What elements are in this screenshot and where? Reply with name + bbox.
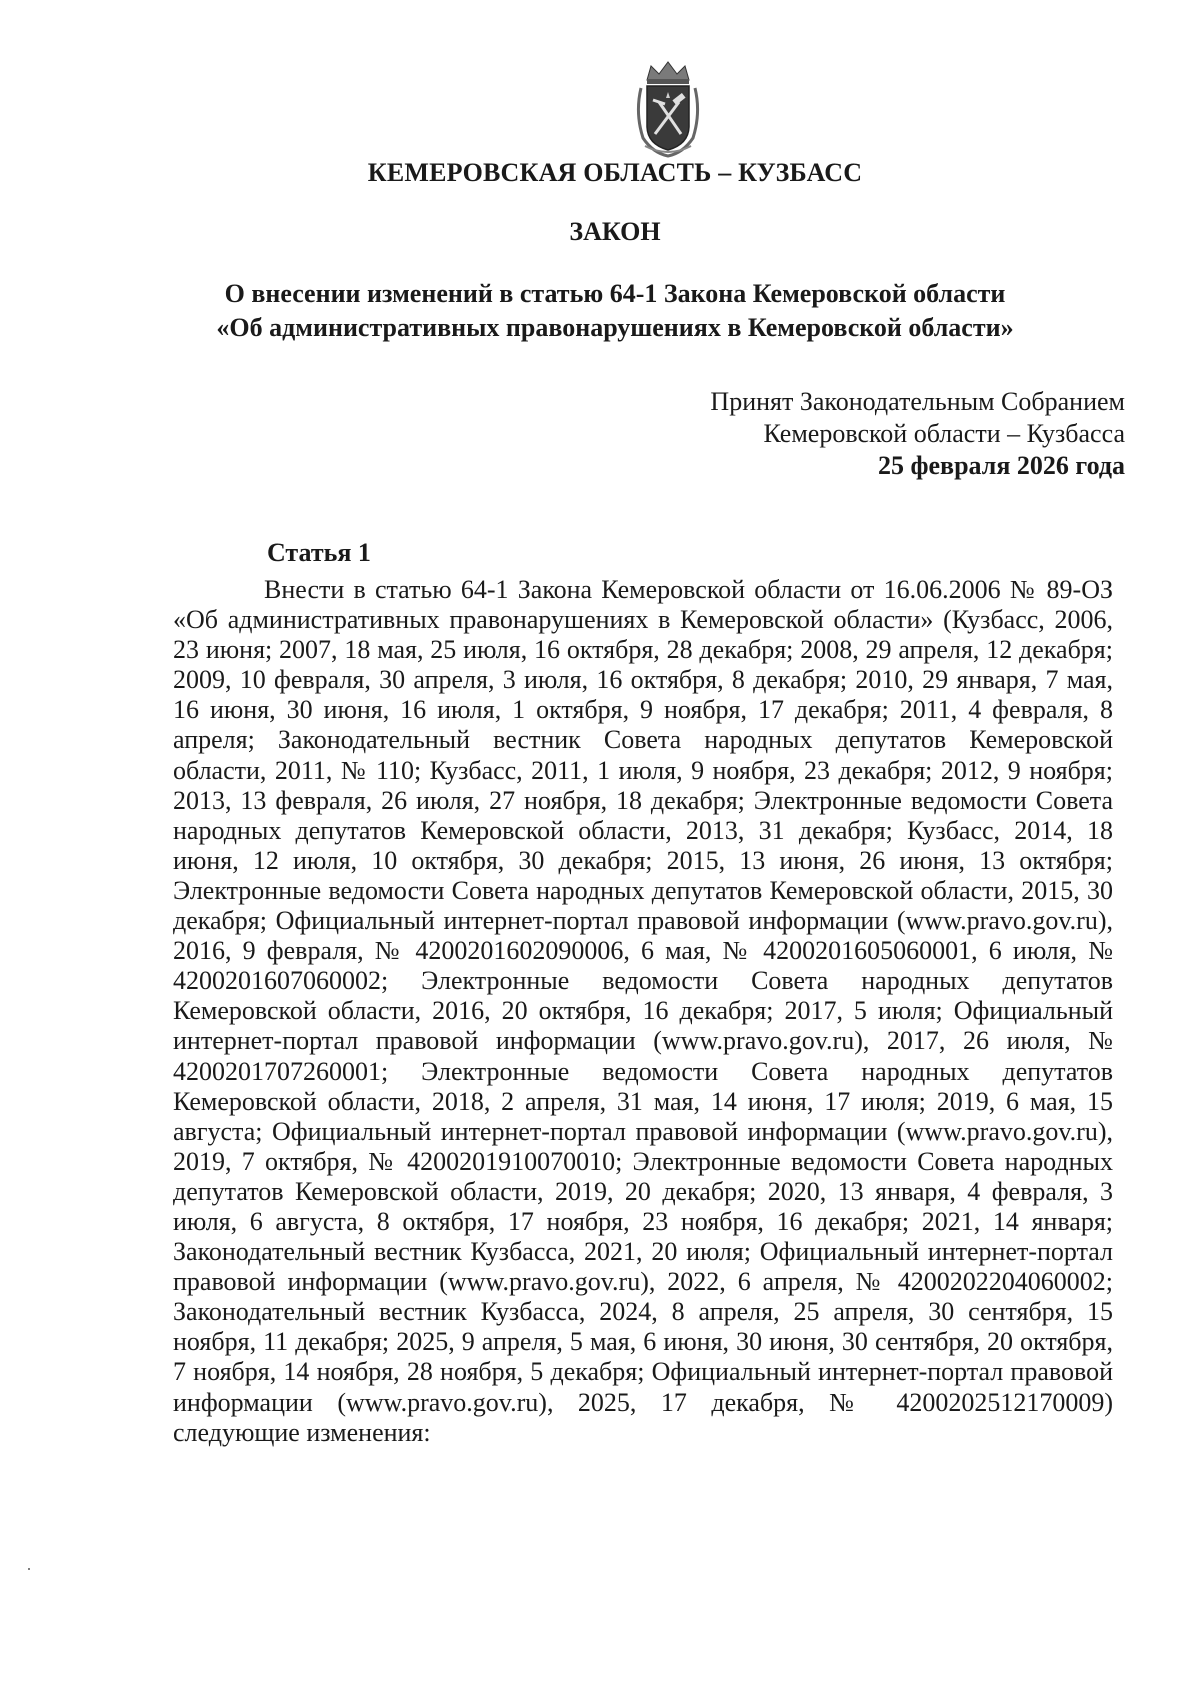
document-type: ЗАКОН [569, 217, 661, 246]
adoption-line-1: Принят Законодательным Собранием [710, 387, 1125, 416]
document-title-line-1: О внесении изменений в статью 64-1 Закона Кемеровской области [224, 279, 1006, 308]
article-heading: Статья 1 [267, 538, 371, 567]
adoption-block [710, 386, 1125, 482]
coat-of-arms-icon [633, 58, 703, 158]
region-name: КЕМЕРОВСКАЯ ОБЛАСТЬ – КУЗБАСС [367, 158, 863, 187]
article-body: Внести в статью 64-1 Закона Кемеровской области от 16.06.2006 № 89-ОЗ «Об административных правонарушениях в Кемеровской области» (Кузбасс, 2006, 23 июня; 2007, 18 мая, 25 июля, 16 октября, 28 декабря; 2008, 29 апреля, 12 декабря; 2009, 10 февраля, 30 апреля, 3 июля, 16 октября, 8 декабря; 2010, 29 января, 7 мая, 16 июня, 30 июня, 16 июля, 1 октября, 9 ноября, 17 декабря; 2011, 4 февраля, 8 апреля; Законодательный вестник Совета народных депутатов Кемеровской области, 2011, № 110; Кузбасс, 2011, 1 июля, 9 ноября, 23 декабря; 2012, 9 ноября; 2013, 13 февраля, 26 июля, 27 ноября, 18 декабря; Электронные ведомости Совета народных депутатов Кемеровской области, 2013, 31 декабря; Кузбасс, 2014, 18 июня, 12 июля, 10 октября, 30 декабря; 2015, 13 июня, 26 июня, 13 октября; Электронные ведомости Совета народных депутатов Кемеровской области, 2015, 30 декабря; Официальный интернет-портал правовой информации (www.pravo.gov.ru), 2016, 9 февраля, № 4200201602090006, 6 мая, № 4200201605060001, 6 июля, № 4200201607060002; Электронные ведомости Совета народных депутатов Кемеровской области, 2016, 20 октября, 16 декабря; 2017, 5 июля; Официальный интернет-портал правовой информации (www.pravo.gov.ru), 2017, 26 июля, № 4200201707260001; Электронные ведомости Совета народных депутатов Кемеровской области, 2018, 2 апреля, 31 мая, 14 июня, 17 июля; 2019, 6 мая, 15 августа; Официальный интернет-портал правовой информации (www.pravo.gov.ru), 2019, 7 октября, № 4200201910070010; Электронные ведомости Совета народных депутатов Кемеровской области, 2019, 20 декабря; 2020, 13 января, 4 февраля, 3 июля, 6 августа, 8 октября, 17 ноября, 23 ноября, 16 декабря; 2021, 14 января; Законодательный вестник Кузбасса, 2021, 20 июля; Официальный интернет-портал правовой информации (www.pravo.gov.ru), 2022, 6 апреля, № 4200202204060002; Законодательный вестник Кузбасса, 2024, 8 апреля, 25 апреля, 30 сентября, 15 ноября, 11 декабря; 2025, 9 апреля, 5 мая, 6 июня, 30 июня, 30 сентября, 20 октября, 7 ноября, 14 ноября, 28 ноября, 5 декабря; Официальный интернет-портал правовой информации (www.pravo.gov.ru), 2025, 17 декабря, № 4200202512170009) следующие изменения: [173, 575, 1113, 1447]
adoption-date: 25 февраля 2026 года [878, 451, 1125, 480]
document-title [0, 277, 1200, 345]
adoption-line-2: Кемеровской области – Кузбасса [763, 419, 1125, 448]
document-title-line-2: «Об административных правонарушениях в Кемеровской области» [216, 313, 1014, 342]
scan-speck [28, 1568, 30, 1570]
